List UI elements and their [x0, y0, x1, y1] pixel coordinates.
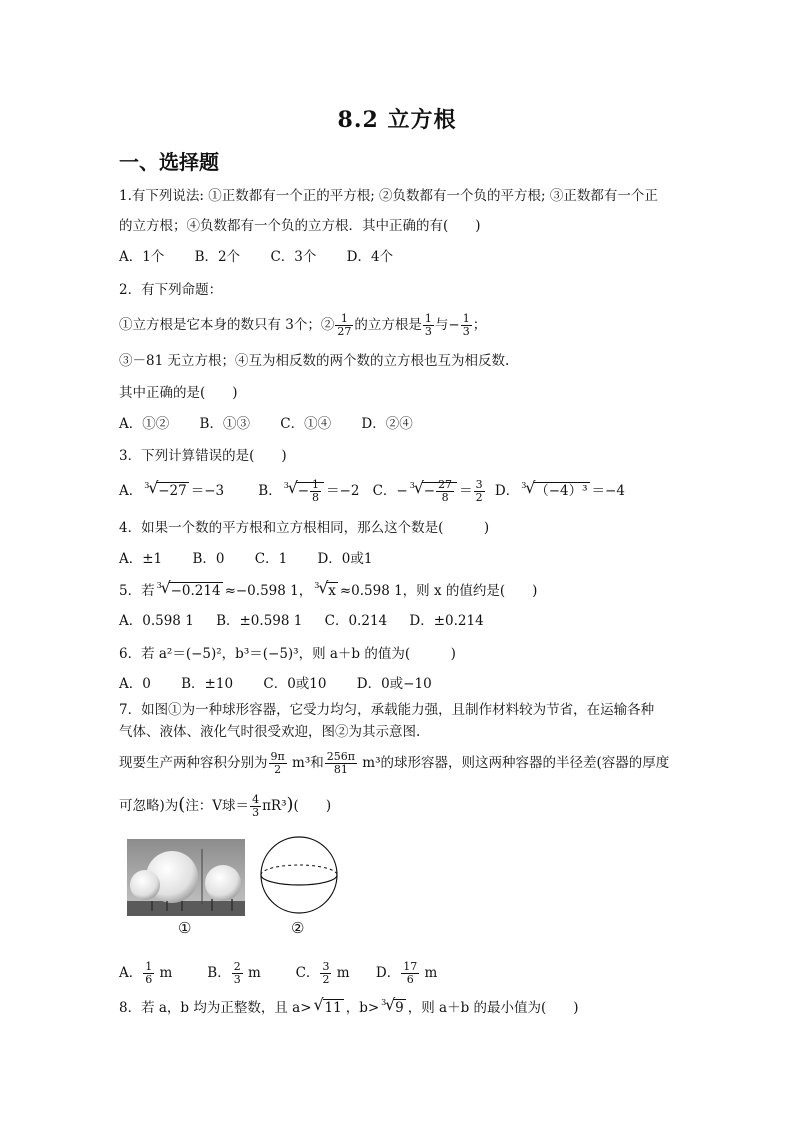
- q7-frac-9pi-2: $\frac{9\pi}{2}$: [270, 750, 285, 776]
- q2-frac-1-27: $\frac{1}{27}$: [337, 312, 352, 338]
- q2-options: [119, 414, 439, 434]
- q2-item2: ③－81 无立方根；④互为相反数的两个数的立方根也互为相反数.: [119, 353, 510, 369]
- q5-stem: 5．若 3 √ −0.214 ≈−0.598 1， 3 √ x ≈0.598 1，则 x 的值约是( ): [119, 578, 538, 599]
- q4-options: [119, 549, 399, 569]
- q7-option-b[interactable]: B． $\frac{2}{3}$ m: [207, 960, 261, 986]
- q7-line3: 现要生产两种容积分别为 $\frac{9\pi}{2}$ m³和 $\frac{256\pi}{81}$ m³的球形容器，则这两种容器的半径差(容器的厚度: [119, 750, 670, 776]
- q1-line1: 1.有下列说法: ①正数都有一个正的平方根; ②负数都有一个负的平方根; ③正数都有一个正: [119, 188, 658, 204]
- q2-option-c[interactable]: C．①④: [280, 416, 332, 432]
- cube-root-c: 3 √ − $\frac{27}{8}$: [410, 478, 457, 504]
- q2-option-a[interactable]: A．①②: [119, 416, 170, 432]
- square-root-11: √ 11: [313, 995, 342, 1016]
- q1-option-c[interactable]: C．3个: [270, 249, 317, 265]
- q8-stem: 8．若 a，b 均为正整数，且 a> √ 11 ，b> 3 √ 9 ，则 a＋b 的最小值为( ): [119, 995, 579, 1016]
- q4-option-c[interactable]: C．1: [254, 551, 288, 567]
- spherical-tanks-photo: [127, 839, 245, 916]
- q2-stem: 2．有下列命题：: [119, 282, 223, 298]
- figure-1-caption: ①: [178, 919, 192, 937]
- q1-options: [119, 247, 419, 267]
- q6-option-b[interactable]: B．±10: [181, 676, 234, 692]
- q3-option-b[interactable]: B． 3 √ − $\frac{1}{8}$ ＝−2: [258, 478, 360, 504]
- q6-option-d[interactable]: D．0或−10: [356, 676, 432, 692]
- q7-line1: 7．如图①为一种球形容器，它受力均匀，承载能力强，且制作材料较为节省，在运输各种: [119, 702, 655, 718]
- q1-option-b[interactable]: B．2个: [194, 249, 241, 265]
- q2-frac-1-3: $\frac{1}{3}$: [424, 312, 432, 338]
- q6-option-c[interactable]: C．0或10: [263, 676, 327, 692]
- q2-item1-text-d: ；: [472, 317, 487, 333]
- q2-ask: 其中正确的是( ): [119, 385, 238, 401]
- q7-option-c[interactable]: C． $\frac{3}{2}$ m: [295, 960, 350, 986]
- q7-line2: 气体、液体、液化气时很受欢迎，图②为其示意图.: [119, 724, 421, 740]
- q5-option-c[interactable]: C．0.214: [324, 613, 388, 629]
- q3-option-a[interactable]: A． 3 √ −27 ＝−3: [119, 478, 254, 504]
- q7-option-d[interactable]: D． $\frac{17}{6}$ m: [375, 960, 438, 986]
- q2-frac-neg-1-3: $\frac{1}{3}$: [462, 312, 470, 338]
- q5-option-b[interactable]: B．±0.598 1: [216, 613, 303, 629]
- q3-options: [119, 478, 625, 504]
- q4-option-d[interactable]: D．0或1: [317, 551, 373, 567]
- cube-root-d: 3 √ （−4）³: [521, 478, 588, 499]
- q1-option-d[interactable]: D．4个: [346, 249, 394, 265]
- q4-stem: 4．如果一个数的平方根和立方根相同，那么这个数是( ): [119, 520, 490, 536]
- sphere-diagram: [258, 834, 340, 916]
- q2-item1-text-c: 与−: [434, 317, 460, 333]
- q3-option-c[interactable]: C．− 3 √ − $\frac{27}{8}$ ＝ $\frac{3}{2}$: [372, 478, 483, 504]
- q2-item1-text-b: 的立方根是: [354, 317, 422, 333]
- section-heading: 一、选择题: [119, 150, 219, 174]
- q7-frac-256pi-81: $\frac{256\pi}{81}$: [326, 750, 355, 776]
- q2-item1: [119, 313, 486, 338]
- q3-option-d[interactable]: D． 3 √ （−4）³ ＝−4: [495, 478, 625, 504]
- cube-root-q5-2: 3 √ x: [314, 578, 336, 599]
- cube-root-q5-1: 3 √ −0.214: [156, 578, 221, 599]
- q4-option-a[interactable]: A．±1: [119, 551, 163, 567]
- q7-options: [119, 959, 437, 987]
- q5-option-a[interactable]: A．0.598 1: [119, 613, 194, 629]
- q6-stem: 6．若 a²＝(−5)²，b³＝(−5)³，则 a＋b 的值为( ): [119, 646, 456, 662]
- q2-option-b[interactable]: B．①③: [199, 416, 250, 432]
- figure-2-caption: ②: [291, 919, 305, 937]
- q1-option-a[interactable]: A．1个: [119, 249, 165, 265]
- q7-option-a[interactable]: A． $\frac{1}{6}$ m: [119, 960, 173, 986]
- q2-item1-text-a: ①立方根是它本身的数只有 3个；②: [119, 317, 335, 333]
- q1-line2: 的立方根；④负数都有一个负的立方根．其中正确的有( ): [119, 218, 481, 234]
- q6-options: [119, 674, 458, 694]
- page-title: 8.2 立方根: [337, 107, 457, 133]
- q2-option-d[interactable]: D．②④: [361, 416, 413, 432]
- q4-option-b[interactable]: B．0: [192, 551, 225, 567]
- q7-frac-4-3: $\frac{4}{3}$: [252, 793, 260, 819]
- cube-root-9: 3 √ 9: [381, 995, 404, 1016]
- q5-option-d[interactable]: D．±0.214: [409, 613, 484, 629]
- q6-option-a[interactable]: A．0: [119, 676, 151, 692]
- cube-root-a: 3 √ −27: [144, 478, 187, 499]
- q5-options: [119, 611, 510, 631]
- cube-root-b: 3 √ − $\frac{1}{8}$: [284, 478, 324, 504]
- q7-line4: 可忽略)为(注：V球＝ $\frac{4}{3}$ πR³)( ): [119, 793, 332, 819]
- q3-stem: 3．下列计算错误的是( ): [119, 448, 287, 464]
